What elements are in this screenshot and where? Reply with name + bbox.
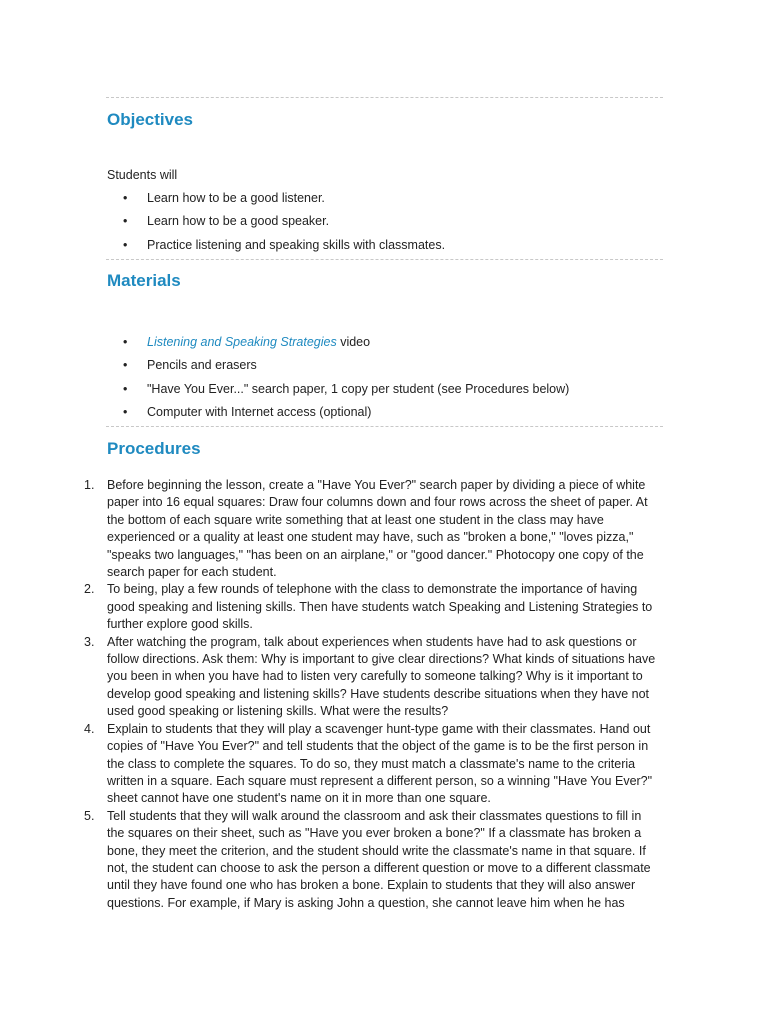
bullet-icon: • — [123, 358, 128, 373]
list-item — [0, 237, 445, 260]
materials-list — [0, 334, 569, 427]
bullet-icon: • — [123, 214, 128, 229]
step-text: To being, play a few rounds of telephone with the class to demonstrate the importance of having good speaking and listening skills. Then have students watch Speaking and Listening Strategies to further explore good skills. — [107, 582, 653, 632]
list-item — [0, 357, 569, 380]
procedure-step — [0, 581, 660, 633]
materials-heading: Materials — [107, 271, 181, 290]
list-item-text: Learn how to be a good speaker. — [147, 214, 330, 229]
step-number: 3. — [84, 634, 95, 649]
step-number: 2. — [84, 582, 95, 597]
step-number: 5. — [84, 808, 95, 823]
objectives-heading: Objectives — [107, 110, 193, 129]
list-item — [0, 213, 445, 236]
list-item — [0, 381, 569, 404]
list-item — [0, 190, 445, 213]
objectives-intro: Students will — [107, 168, 178, 182]
step-text: Before beginning the lesson, create a "Have You Ever?" search paper by dividing a piece of white paper into 16 equal squares: Draw four columns down and four rows across the sheet of paper. At the bottom of each square write something that at least one student in the class may have experienced or a quality at least one student may have, such as "broken a bone," "loves pizza," "speaks two languages," "has been on an airplane," or "good dancer." Photocopy one copy of the search paper for each student. — [107, 478, 648, 580]
list-item-text: "Have You Ever..." search paper, 1 copy per student (see Procedures below) — [147, 381, 570, 396]
step-text: Tell students that they will walk around the classroom and ask their classmates questions to fill in the squares on their sheet, such as "Have you ever broken a bone?" If a classmate has broken a bone, they meet the criterion, and the student should write the classmate's name in that square. If not, the student can choose to ask the person a different question or move to a different classmate until they have found one who has broken a bone. Explain to students that they will also answer questions. For example, if Mary is asking John a question, she cannot leave him when he has — [107, 808, 651, 910]
section-divider-objectives — [106, 97, 663, 98]
step-text: After watching the program, talk about experiences when students have had to ask questions or follow directions. Ask them: Why is important to give clear directions? What kinds of situations have you been in when you have had to listen very carefully to someone talking? Why is it important to develop good speaking and listening skills? Have students describe situations when they have not used good speaking or listening skills. What were the results? — [107, 634, 656, 719]
objectives-list — [0, 190, 445, 260]
bullet-icon: • — [123, 191, 128, 205]
bullet-icon: • — [123, 335, 128, 349]
list-item-text: Practice listening and speaking skills with classmates. — [147, 237, 446, 252]
step-number: 1. — [84, 478, 95, 492]
bullet-icon: • — [123, 404, 128, 419]
video-link[interactable]: Listening and Speaking Strategies — [147, 335, 337, 349]
section-divider-materials — [106, 259, 663, 260]
procedure-step — [0, 477, 660, 581]
procedure-step — [0, 808, 660, 912]
bullet-icon: • — [123, 237, 128, 252]
video-link-suffix: video — [336, 335, 371, 349]
procedures-list — [0, 477, 660, 912]
bullet-icon: • — [123, 381, 128, 396]
list-item-text: Computer with Internet access (optional) — [147, 404, 372, 419]
step-text: Explain to students that they will play a scavenger hunt-type game with their classmates. Hand out copies of "Have You Ever?" and tell students that the object of the game is to be the first person in the class to complete the squares. To do so, they must match a classmate's name to the criteria written in a square. Each square must represent a different person, so a winning "Have You Ever?" sheet cannot have one student's name on it in more than one square. — [107, 721, 653, 806]
procedures-heading: Procedures — [107, 439, 201, 458]
procedure-step — [0, 721, 660, 808]
list-item — [0, 334, 569, 357]
section-divider-procedures — [106, 426, 663, 427]
list-item — [0, 404, 569, 427]
step-number: 4. — [84, 721, 95, 736]
list-item-text: Pencils and erasers — [147, 358, 257, 373]
list-item-text: Learn how to be a good listener. — [147, 191, 325, 205]
procedure-step — [0, 634, 660, 721]
